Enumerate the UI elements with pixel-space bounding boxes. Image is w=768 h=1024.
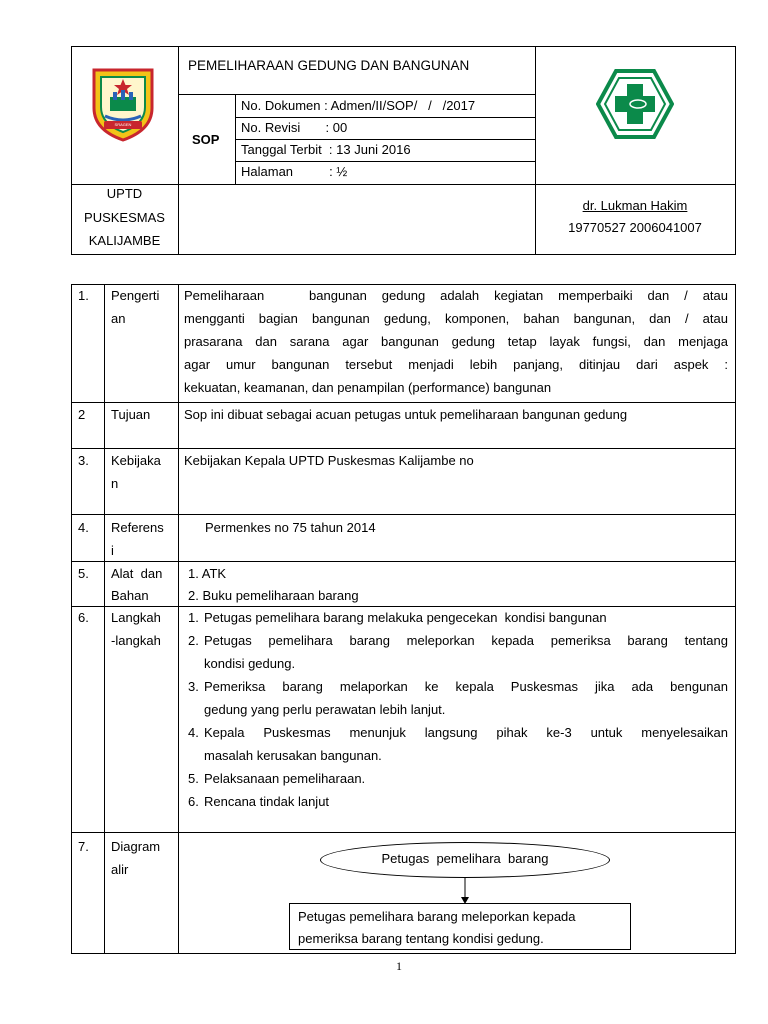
step-text: Petugas pemelihara barang melakuka pengecekan kondisi bangunan xyxy=(204,610,607,625)
row-5-item: 2. Buku pemeliharaan barang xyxy=(188,588,359,603)
regency-emblem-logo xyxy=(88,64,158,142)
row-1-text-line: kekuatan, keamanan, dan penampilan (performance) bangunan xyxy=(184,380,552,395)
page-number: 1 xyxy=(396,959,402,973)
issue-date: Tanggal Terbit : 13 Juni 2016 xyxy=(241,142,411,157)
step-number: 6. xyxy=(188,794,199,809)
document-title: PEMELIHARAAN GEDUNG DAN BANGUNAN xyxy=(188,58,470,73)
step-number: 4. xyxy=(188,725,199,740)
revision-number: No. Revisi : 00 xyxy=(241,120,348,135)
row-1-text-line: agar umur bangunan tersebut menjadi lebih panjang, ditinjau dari aspek : xyxy=(184,357,728,372)
row-1-label: Pengerti xyxy=(111,288,160,303)
row-4-number: 4. xyxy=(78,520,89,535)
row-1-text-line: Pemeliharaan bangunan gedung adalah kegiatan memperbaiki dan / atau xyxy=(184,288,728,303)
row-2-number: 2 xyxy=(78,407,86,422)
row-5-item: 1. ATK xyxy=(188,566,227,581)
row-3-label: Kebijaka xyxy=(111,453,161,468)
doc-number: No. Dokumen : Admen/II/SOP/ / /2017 xyxy=(241,98,476,113)
row-3-text: Kebijakan Kepala UPTD Puskesmas Kalijambe no xyxy=(184,453,474,468)
org-line-1: UPTD xyxy=(106,186,143,201)
step-text: masalah kerusakan bangunan. xyxy=(204,748,382,763)
step-text: kondisi gedung. xyxy=(204,656,296,671)
row-1-text-line: mengganti bagian bangunan gedung, komponen, bahan bangunan, dan / atau xyxy=(184,311,728,326)
flow-process-text: Petugas pemelihara barang meleporkan kepada xyxy=(298,909,576,924)
step-number: 5. xyxy=(188,771,199,786)
step-text: Rencana tindak lanjut xyxy=(204,794,330,809)
row-2-text: Sop ini dibuat sebagai acuan petugas untuk pemeliharaan bangunan gedung xyxy=(184,407,628,422)
step-number: 1. xyxy=(188,610,199,625)
row-3-number: 3. xyxy=(78,453,89,468)
flow-process-text: pemeriksa barang tentang kondisi gedung. xyxy=(298,931,544,946)
row-4-label: i xyxy=(111,543,114,558)
flow-start-text: Petugas pemelihara barang xyxy=(381,851,549,866)
step-text: gedung yang perlu perawatan lebih lanjut. xyxy=(204,702,446,717)
flow-arrow xyxy=(458,877,472,905)
emblem-caption: SRAGEN xyxy=(114,122,132,127)
row-7-label: Diagram xyxy=(111,839,161,854)
row-1-label: an xyxy=(111,311,126,326)
org-line-3: KALIJAMBE xyxy=(88,233,161,248)
step-number: 3. xyxy=(188,679,199,694)
row-7-label: alir xyxy=(111,862,129,877)
row-5-label: Bahan xyxy=(111,588,149,603)
step-number: 2. xyxy=(188,633,199,648)
row-7-number: 7. xyxy=(78,839,89,854)
row-6-label: Langkah xyxy=(111,610,161,625)
org-line-2: PUSKESMAS xyxy=(84,210,165,225)
step-text: Pemeriksa barang melaporkan ke kepala Puskesmas jika ada bengunan xyxy=(204,679,728,694)
row-4-text: Permenkes no 75 tahun 2014 xyxy=(205,520,376,535)
row-1-text-line: prasarana dan sarana agar bangunan gedung tetap layak fungsi, dan menjaga xyxy=(184,334,728,349)
row-4-label: Referens xyxy=(111,520,164,535)
row-6-number: 6. xyxy=(78,610,89,625)
puskesmas-logo xyxy=(596,68,674,140)
page-info: Halaman : ½ xyxy=(241,164,348,179)
step-text: Kepala Puskesmas menunjuk langsung pihak ke-3 untuk menyelesaikan xyxy=(204,725,728,740)
row-5-label: Alat dan xyxy=(111,566,163,581)
signer-name: dr. Lukman Hakim xyxy=(582,198,688,213)
row-2-label: Tujuan xyxy=(111,407,151,422)
step-text: Petugas pemelihara barang meleporkan kepada pemeriksa barang tentang xyxy=(204,633,728,648)
signer-nip: 19770527 2006041007 xyxy=(568,220,702,235)
row-3-label: n xyxy=(111,476,119,491)
row-6-label: -langkah xyxy=(111,633,161,648)
row-5-number: 5. xyxy=(78,566,89,581)
row-1-number: 1. xyxy=(78,288,89,303)
step-text: Pelaksanaan pemeliharaan. xyxy=(204,771,366,786)
sop-label: SOP xyxy=(192,132,220,147)
